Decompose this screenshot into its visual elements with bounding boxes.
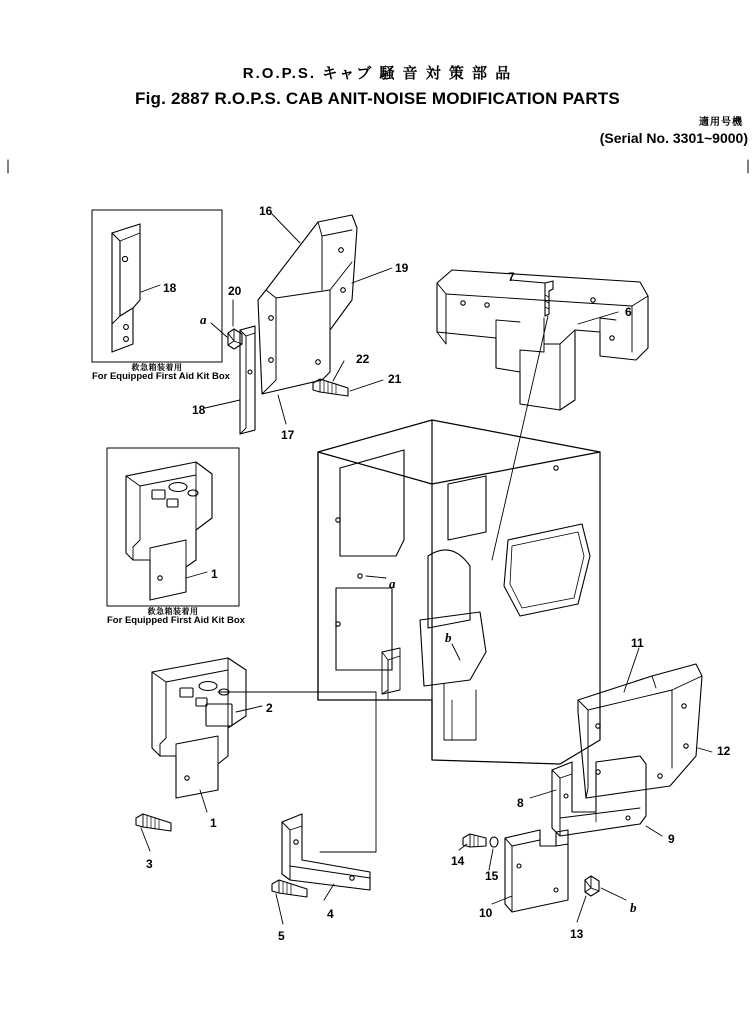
callout-1: 1 bbox=[210, 816, 217, 830]
callout-5: 5 bbox=[278, 929, 285, 943]
inset-caption-2 bbox=[107, 607, 245, 627]
header-japanese-title: R.O.P.S. キャブ 騒 音 対 策 部 品 bbox=[242, 65, 513, 82]
callout-17: 17 bbox=[281, 428, 295, 442]
callout-2: 2 bbox=[266, 701, 273, 715]
callout-14: 14 bbox=[451, 854, 465, 868]
callout-6: 6 bbox=[625, 305, 632, 319]
serial-range-label: (Serial No. 3301~9000) bbox=[599, 130, 748, 146]
callout-22: 22 bbox=[356, 352, 370, 366]
callout-letter-a-top: a bbox=[200, 312, 207, 327]
header-japanese-subtitle: 適用号機 bbox=[699, 117, 743, 128]
callout-15: 15 bbox=[485, 869, 499, 883]
callout-21: 21 bbox=[388, 372, 402, 386]
callout-19: 19 bbox=[395, 261, 409, 275]
callout-18: 18 bbox=[192, 403, 206, 417]
callout-16: 16 bbox=[259, 204, 273, 218]
callout-letter-b-bolt: b bbox=[630, 900, 637, 915]
callout-12: 12 bbox=[717, 744, 731, 758]
callout-18-inset: 18 bbox=[163, 281, 177, 295]
callout-13: 13 bbox=[570, 927, 584, 941]
callout-4: 4 bbox=[327, 907, 334, 921]
callout-7: 7 bbox=[508, 270, 515, 284]
callout-3: 3 bbox=[146, 857, 153, 871]
callout-letter-b-cab: b bbox=[445, 630, 452, 645]
callout-9: 9 bbox=[668, 832, 675, 846]
page-title: Fig. 2887 R.O.P.S. CAB ANIT-NOISE MODIFICATION PARTS bbox=[135, 89, 620, 108]
callout-11: 11 bbox=[631, 636, 644, 650]
inset-caption-1-en: For Equipped First Aid Kit Box bbox=[92, 371, 230, 383]
inset-caption-1 bbox=[92, 363, 230, 383]
inset-caption-1-jp: 救急箱装着用 bbox=[131, 363, 183, 372]
callout-letter-a-cab: a bbox=[389, 576, 396, 591]
callout-10: 10 bbox=[479, 906, 493, 920]
callout-20: 20 bbox=[228, 284, 242, 298]
inset-caption-2-en: For Equipped First Aid Kit Box bbox=[107, 615, 245, 627]
inset-caption-2-jp: 救急箱装着用 bbox=[147, 607, 199, 616]
callout-8: 8 bbox=[517, 796, 524, 810]
callout-1-inset: 1 bbox=[211, 567, 218, 581]
